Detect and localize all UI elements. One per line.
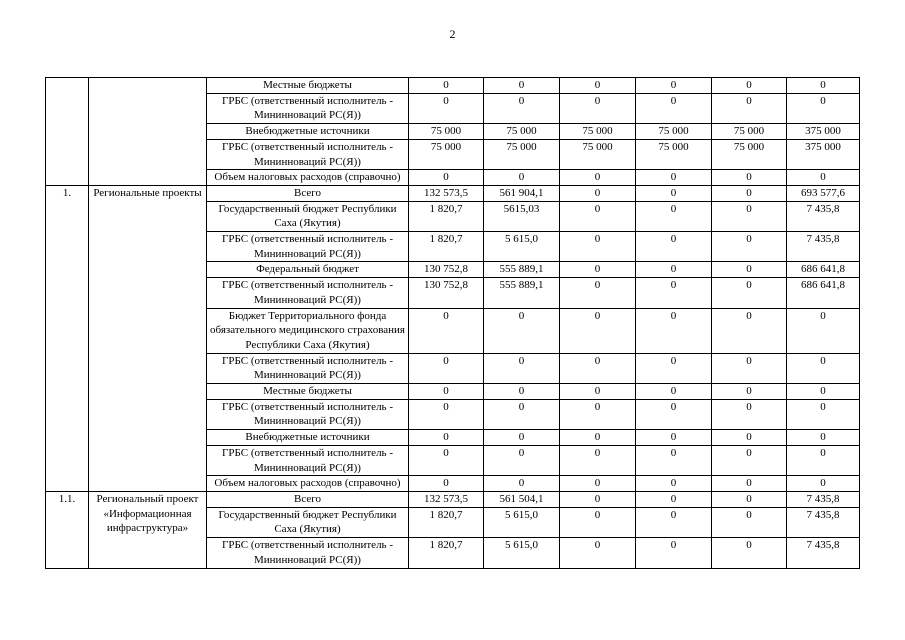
funding-source-cell: Объем налоговых расходов (справочно): [207, 170, 409, 186]
year-value-cell: 0: [712, 491, 787, 507]
year-value-cell: 75 000: [636, 124, 712, 140]
year-value-cell: 0: [560, 399, 636, 429]
table-row: [46, 185, 860, 201]
year-value-cell: 0: [636, 445, 712, 475]
year-value-cell: 130 752,8: [409, 278, 484, 308]
year-value-cell: 1 820,7: [409, 201, 484, 231]
funding-source-cell: Местные бюджеты: [207, 384, 409, 400]
funding-source-cell: Федеральный бюджет: [207, 262, 409, 278]
year-value-cell: 0: [560, 538, 636, 568]
year-value-cell: 0: [484, 170, 560, 186]
year-value-cell: 75 000: [484, 124, 560, 140]
year-value-cell: 0: [484, 384, 560, 400]
year-value-cell: 0: [712, 507, 787, 537]
year-value-cell: 0: [560, 201, 636, 231]
year-value-cell: 0: [636, 308, 712, 353]
year-value-cell: 0: [560, 353, 636, 383]
year-value-cell: 0: [560, 445, 636, 475]
funding-source-cell: Внебюджетные источники: [207, 124, 409, 140]
year-value-cell: 0: [712, 430, 787, 446]
year-value-cell: 0: [409, 384, 484, 400]
year-value-cell: 0: [560, 262, 636, 278]
year-value-cell: 75 000: [409, 139, 484, 169]
year-value-cell: 0: [712, 445, 787, 475]
year-value-cell: 75 000: [712, 124, 787, 140]
year-value-cell: 0: [636, 93, 712, 123]
page-number: 2: [449, 27, 456, 41]
year-value-cell: 0: [484, 445, 560, 475]
program-name-cell: Региональные проекты: [89, 185, 207, 491]
year-value-cell: 0: [560, 308, 636, 353]
year-value-cell: 132 573,5: [409, 185, 484, 201]
funding-source-cell: ГРБС (ответственный исполнитель - Мининноваций РС(Я)): [207, 353, 409, 383]
year-value-cell: 0: [636, 78, 712, 94]
year-value-cell: 555 889,1: [484, 262, 560, 278]
total-value-cell: 0: [787, 476, 860, 492]
year-value-cell: 0: [484, 476, 560, 492]
year-value-cell: 0: [712, 384, 787, 400]
budget-table: [45, 77, 860, 569]
year-value-cell: 75 000: [560, 124, 636, 140]
total-value-cell: 7 435,8: [787, 507, 860, 537]
year-value-cell: 0: [712, 278, 787, 308]
funding-source-cell: ГРБС (ответственный исполнитель - Мининноваций РС(Я)): [207, 139, 409, 169]
total-value-cell: 0: [787, 93, 860, 123]
funding-source-cell: ГРБС (ответственный исполнитель - Мининноваций РС(Я)): [207, 93, 409, 123]
year-value-cell: 5 615,0: [484, 538, 560, 568]
year-value-cell: 0: [636, 491, 712, 507]
total-value-cell: 0: [787, 430, 860, 446]
year-value-cell: 0: [712, 538, 787, 568]
year-value-cell: 0: [484, 430, 560, 446]
year-value-cell: 75 000: [409, 124, 484, 140]
year-value-cell: 0: [712, 262, 787, 278]
funding-source-cell: Внебюджетные источники: [207, 430, 409, 446]
year-value-cell: 0: [560, 491, 636, 507]
year-value-cell: 0: [712, 170, 787, 186]
total-value-cell: 7 435,8: [787, 232, 860, 262]
year-value-cell: 0: [409, 430, 484, 446]
year-value-cell: 0: [636, 262, 712, 278]
funding-source-cell: Бюджет Территориального фонда обязательного медицинского страхования Республики Саха (Якутия): [207, 308, 409, 353]
year-value-cell: 0: [409, 78, 484, 94]
year-value-cell: 0: [560, 185, 636, 201]
funding-source-cell: ГРБС (ответственный исполнитель - Мининноваций РС(Я)): [207, 399, 409, 429]
year-value-cell: 0: [409, 353, 484, 383]
year-value-cell: 0: [409, 399, 484, 429]
year-value-cell: 555 889,1: [484, 278, 560, 308]
row-number-cell: 1.: [46, 185, 89, 491]
total-value-cell: 693 577,6: [787, 185, 860, 201]
year-value-cell: 0: [712, 308, 787, 353]
total-value-cell: 686 641,8: [787, 262, 860, 278]
year-value-cell: 1 820,7: [409, 232, 484, 262]
total-value-cell: 375 000: [787, 124, 860, 140]
year-value-cell: 0: [409, 476, 484, 492]
year-value-cell: 0: [560, 170, 636, 186]
year-value-cell: 0: [636, 399, 712, 429]
funding-source-cell: ГРБС (ответственный исполнитель - Мининноваций РС(Я)): [207, 445, 409, 475]
year-value-cell: 0: [484, 78, 560, 94]
year-value-cell: 561 904,1: [484, 185, 560, 201]
year-value-cell: 1 820,7: [409, 507, 484, 537]
total-value-cell: 0: [787, 353, 860, 383]
year-value-cell: 0: [712, 353, 787, 383]
total-value-cell: 0: [787, 384, 860, 400]
funding-source-cell: ГРБС (ответственный исполнитель - Мининноваций РС(Я)): [207, 278, 409, 308]
funding-source-cell: Государственный бюджет Республики Саха (Якутия): [207, 507, 409, 537]
year-value-cell: 5 615,0: [484, 232, 560, 262]
year-value-cell: 0: [409, 445, 484, 475]
total-value-cell: 686 641,8: [787, 278, 860, 308]
year-value-cell: 0: [560, 430, 636, 446]
year-value-cell: 0: [712, 185, 787, 201]
table-row: [46, 78, 860, 94]
year-value-cell: 0: [636, 476, 712, 492]
funding-source-cell: Местные бюджеты: [207, 78, 409, 94]
row-number-cell: [46, 78, 89, 186]
year-value-cell: 0: [636, 232, 712, 262]
year-value-cell: 0: [636, 507, 712, 537]
year-value-cell: 0: [409, 308, 484, 353]
year-value-cell: 0: [560, 232, 636, 262]
funding-source-cell: ГРБС (ответственный исполнитель - Мининноваций РС(Я)): [207, 232, 409, 262]
year-value-cell: 0: [636, 170, 712, 186]
year-value-cell: 0: [636, 278, 712, 308]
funding-source-cell: Объем налоговых расходов (справочно): [207, 476, 409, 492]
funding-source-cell: Государственный бюджет Республики Саха (Якутия): [207, 201, 409, 231]
year-value-cell: 132 573,5: [409, 491, 484, 507]
total-value-cell: 0: [787, 308, 860, 353]
year-value-cell: 130 752,8: [409, 262, 484, 278]
row-number-cell: 1.1.: [46, 491, 89, 568]
year-value-cell: 0: [409, 93, 484, 123]
year-value-cell: 0: [484, 308, 560, 353]
year-value-cell: 0: [636, 384, 712, 400]
year-value-cell: 0: [712, 201, 787, 231]
funding-source-cell: ГРБС (ответственный исполнитель - Мининноваций РС(Я)): [207, 538, 409, 568]
year-value-cell: 0: [636, 538, 712, 568]
year-value-cell: 1 820,7: [409, 538, 484, 568]
year-value-cell: 75 000: [484, 139, 560, 169]
funding-source-cell: Всего: [207, 491, 409, 507]
year-value-cell: 0: [484, 93, 560, 123]
year-value-cell: 75 000: [712, 139, 787, 169]
year-value-cell: 0: [636, 185, 712, 201]
program-name-cell: Региональный проект «Информационная инфраструктура»: [89, 491, 207, 568]
year-value-cell: 0: [560, 507, 636, 537]
year-value-cell: 0: [712, 399, 787, 429]
year-value-cell: 75 000: [636, 139, 712, 169]
year-value-cell: 0: [636, 430, 712, 446]
funding-source-cell: Всего: [207, 185, 409, 201]
total-value-cell: 7 435,8: [787, 491, 860, 507]
year-value-cell: 561 504,1: [484, 491, 560, 507]
total-value-cell: 0: [787, 399, 860, 429]
total-value-cell: 7 435,8: [787, 538, 860, 568]
total-value-cell: 375 000: [787, 139, 860, 169]
year-value-cell: 0: [484, 399, 560, 429]
year-value-cell: 5 615,0: [484, 507, 560, 537]
year-value-cell: 0: [484, 353, 560, 383]
year-value-cell: 0: [712, 93, 787, 123]
year-value-cell: 5615,03: [484, 201, 560, 231]
year-value-cell: 0: [560, 278, 636, 308]
year-value-cell: 0: [560, 78, 636, 94]
total-value-cell: 0: [787, 170, 860, 186]
year-value-cell: 0: [409, 170, 484, 186]
year-value-cell: 0: [636, 353, 712, 383]
year-value-cell: 0: [560, 476, 636, 492]
year-value-cell: 0: [636, 201, 712, 231]
table-row: [46, 491, 860, 507]
total-value-cell: 0: [787, 445, 860, 475]
year-value-cell: 75 000: [560, 139, 636, 169]
year-value-cell: 0: [712, 78, 787, 94]
program-name-cell: [89, 78, 207, 186]
total-value-cell: 0: [787, 78, 860, 94]
total-value-cell: 7 435,8: [787, 201, 860, 231]
year-value-cell: 0: [560, 384, 636, 400]
year-value-cell: 0: [712, 232, 787, 262]
year-value-cell: 0: [560, 93, 636, 123]
year-value-cell: 0: [712, 476, 787, 492]
